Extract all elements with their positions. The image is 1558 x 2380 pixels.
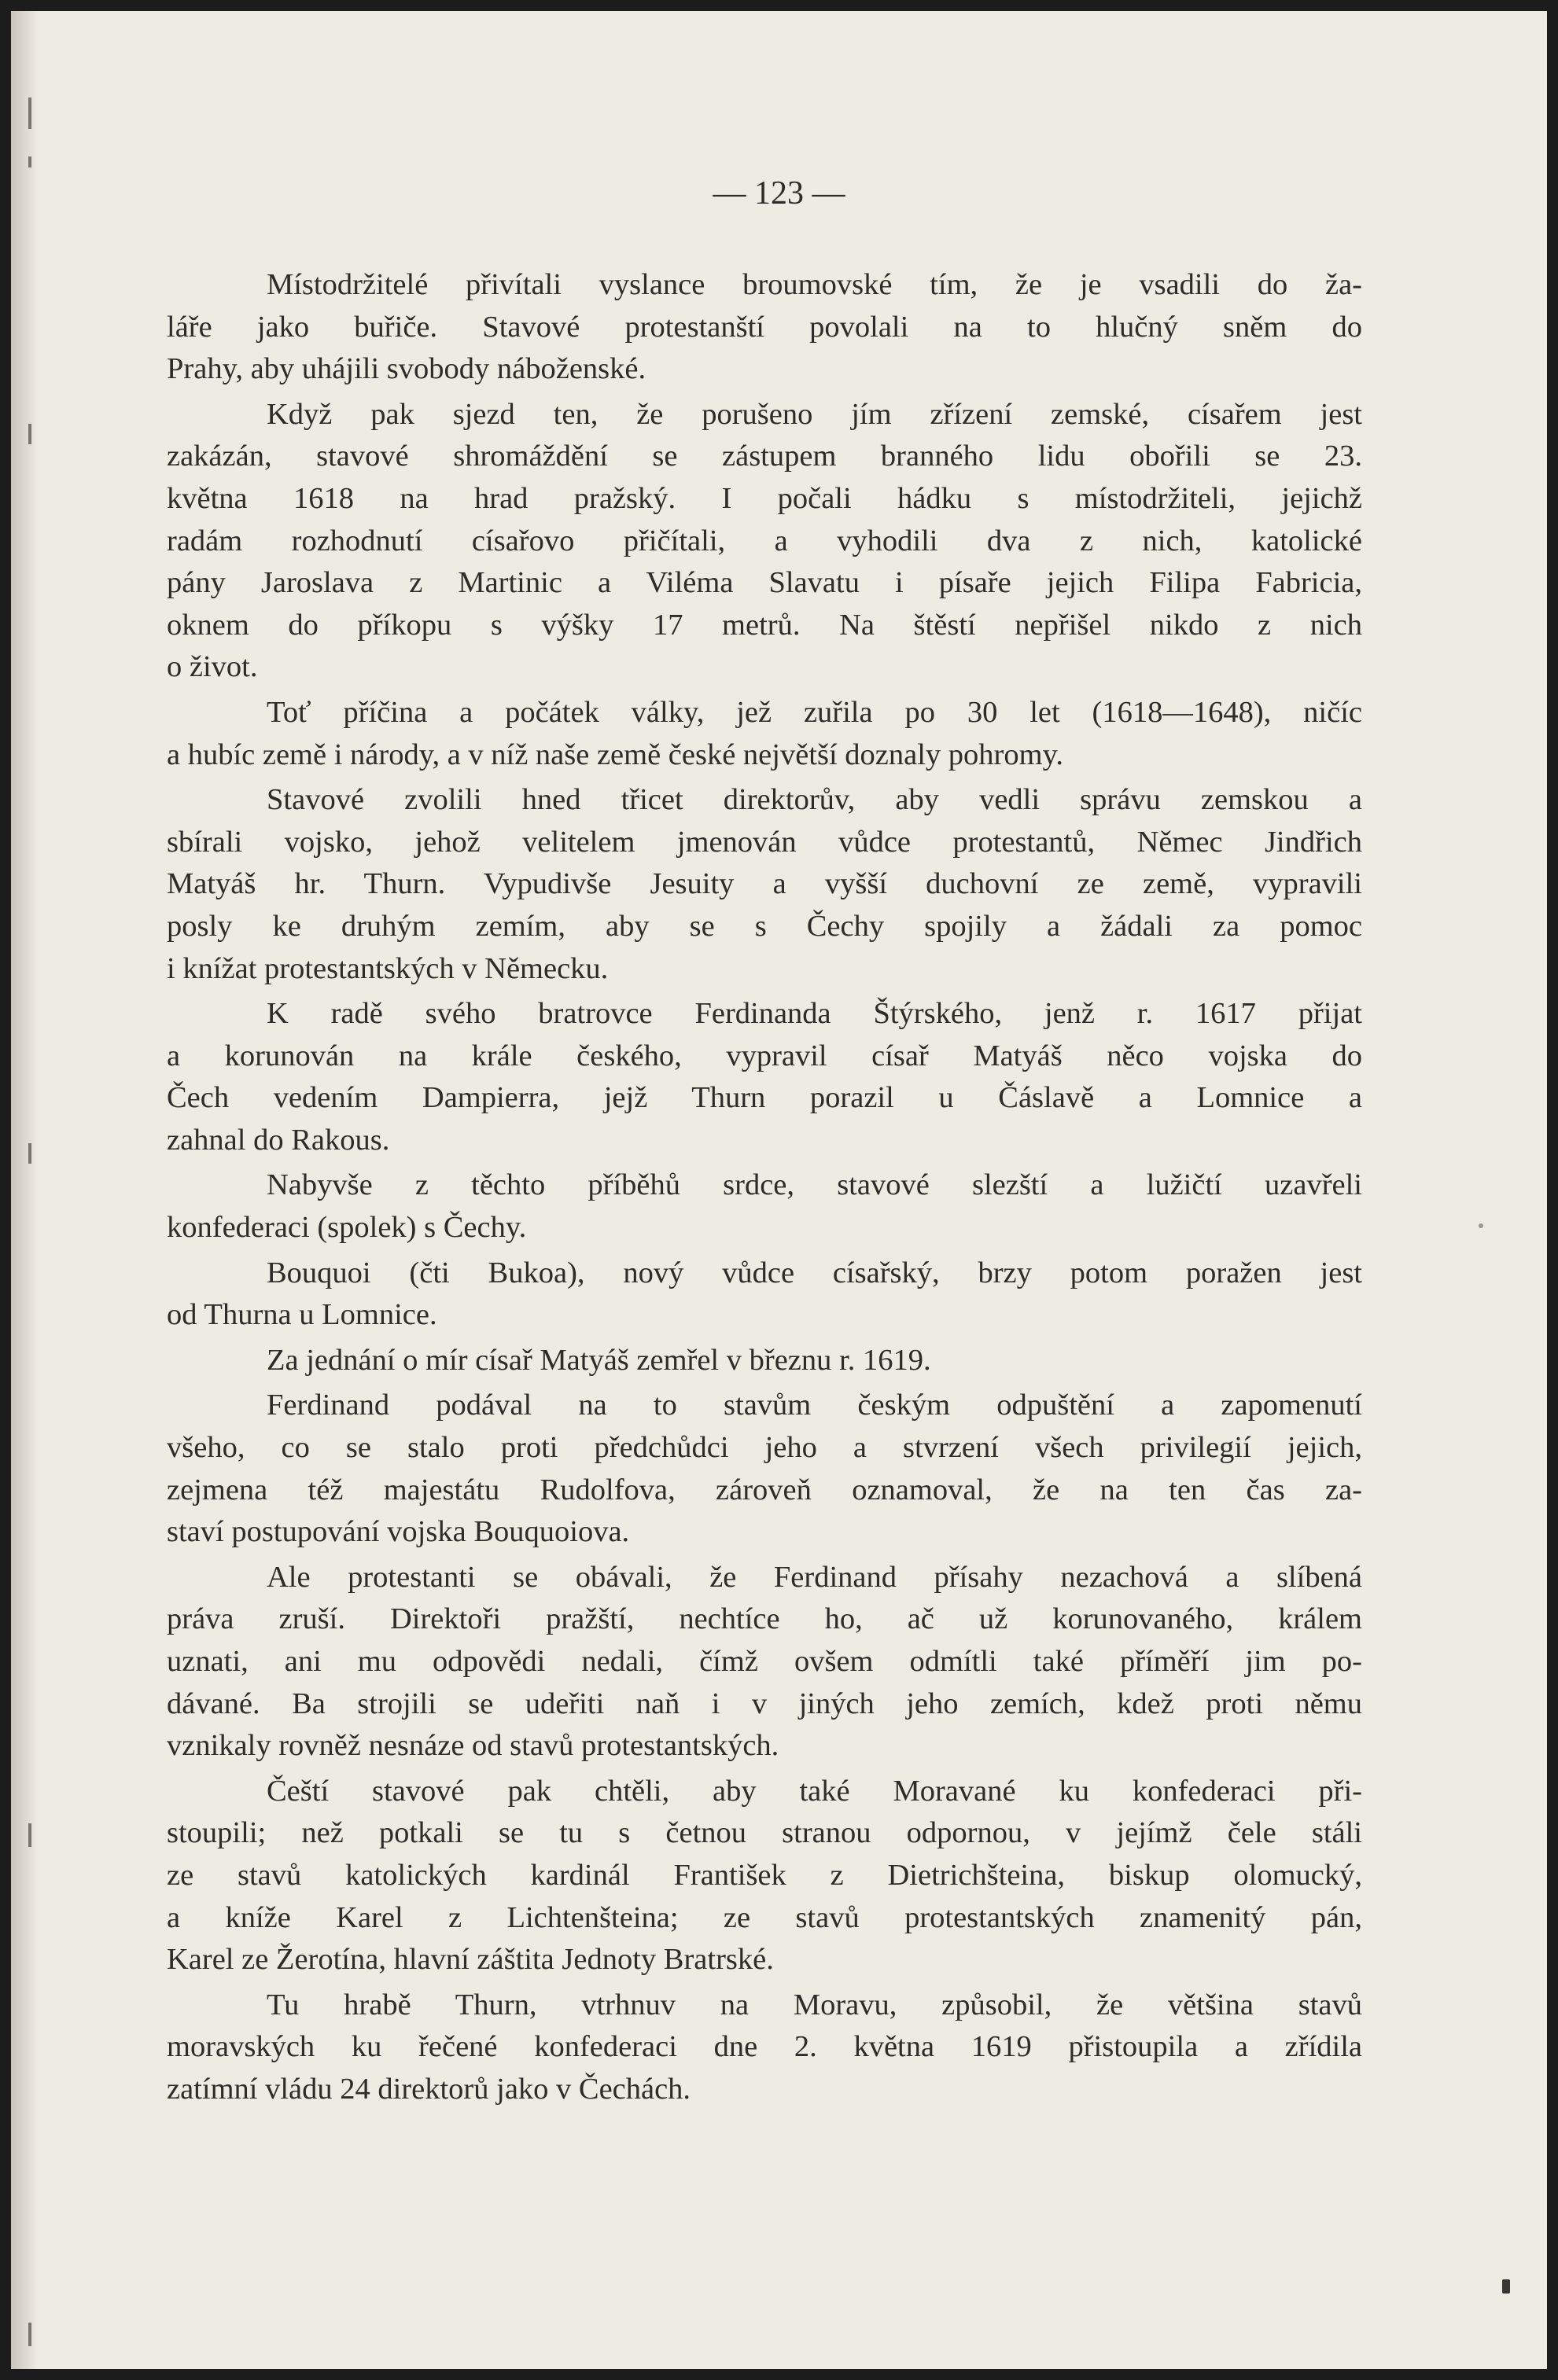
paragraph: [167, 1385, 1362, 1553]
paragraph: [167, 1771, 1362, 1981]
gutter-shadow: [11, 11, 38, 2369]
text-line: Stavové zvolili hned třicet direktorův, aby vedli správu zemskou a: [267, 783, 1362, 817]
text-line: i knížat protestantských v Německu.: [167, 951, 609, 985]
book-page: [11, 11, 1547, 2369]
text-line: Čeští stavové pak chtěli, aby také Moravané ku konfederaci při-: [267, 1774, 1362, 1808]
text-line: Místodržitelé přivítali vyslance broumovské tím, že je vsadili do ža-: [267, 268, 1362, 301]
paragraph: [167, 1557, 1362, 1768]
margin-dot: [1479, 1223, 1483, 1228]
text-line: Bouquoi (čti Bukoa), nový vůdce císařský, brzy potom poražen jest: [267, 1256, 1362, 1289]
text-line: Karel ze Žerotína, hlavní záštita Jednoty Bratrské.: [167, 1943, 774, 1977]
margin-mark: [28, 424, 31, 444]
paragraph: [167, 1253, 1362, 1337]
text-line: od Thurna u Lomnice.: [167, 1298, 437, 1332]
text-line: o život.: [167, 650, 258, 684]
text-line: pány Jaroslava z Martinic a Viléma Slavatu i písaře jejich Filipa Fabricia,: [167, 566, 1362, 600]
paragraph: [167, 1985, 1362, 2111]
text-line: konfederaci (spolek) s Čechy.: [167, 1211, 527, 1245]
text-line: sbírali vojsko, jehož velitelem jmenován vůdce protestantů, Němec Jindřich: [167, 825, 1362, 859]
margin-mark: [28, 1143, 31, 1164]
text-line: práva zruší. Direktoři pražští, nechtíce ho, ač už korunovaného, králem: [167, 1602, 1362, 1636]
text-line: Když pak sjezd ten, že porušeno jím zřízení zemské, císařem jest: [267, 397, 1362, 431]
text-line: Ferdinand podával na to stavům českým odpuštění a zapomenutí: [267, 1389, 1362, 1422]
margin-mark: [28, 97, 31, 129]
text-line: uznati, ani mu odpovědi nedali, čímž ovšem odmítli také příměří jim po-: [167, 1645, 1362, 1678]
margin-mark: [28, 156, 31, 167]
text-line: května 1618 na hrad pražský. I počali hádku s místodržiteli, jejichž: [167, 481, 1362, 515]
text-line: zejmena též majestátu Rudolfova, zároveň oznamoval, že na ten čas za-: [167, 1473, 1362, 1506]
margin-dot: [1502, 2279, 1510, 2294]
text-line: staví postupování vojska Bouquoiova.: [167, 1515, 630, 1549]
text-line: a korunován na krále českého, vypravil císař Matyáš něco vojska do: [167, 1039, 1362, 1072]
text-line: zakázán, stavové shromáždění se zástupem branného lidu obořili se 23.: [167, 440, 1362, 473]
text-line: Nabyvše z těchto příběhů srdce, stavové slezští a lužičtí uzavřeli: [267, 1168, 1362, 1202]
body-text: [167, 264, 1362, 2114]
page-number: — 123 —: [713, 175, 845, 212]
paragraph: [167, 1340, 1362, 1382]
text-line: radám rozhodnutí císařovo přičítali, a vyhodili dva z nich, katolické: [167, 524, 1362, 557]
text-line: posly ke druhým zemím, aby se s Čechy spojily a žádali za pomoc: [167, 909, 1362, 943]
text-line: moravských ku řečené konfederaci dne 2. května 1619 přistoupila a zřídila: [167, 2030, 1362, 2064]
text-line: Matyáš hr. Thurn. Vypudivše Jesuity a vyšší duchovní ze země, vypravili: [167, 867, 1362, 901]
text-line: stoupili; než potkali se tu s četnou stranou odpornou, v jejímž čele stáli: [167, 1816, 1362, 1850]
text-line: láře jako buřiče. Stavové protestanští povolali na to hlučný sněm do: [167, 310, 1362, 344]
margin-mark: [28, 1823, 31, 1847]
text-line: Tu hrabě Thurn, vtrhnuv na Moravu, způsobil, že většina stavů: [267, 1988, 1362, 2021]
text-line: zahnal do Rakous.: [167, 1123, 390, 1157]
text-line: Čech vedením Dampierra, jejž Thurn porazil u Čáslavě a Lomnice a: [167, 1081, 1362, 1115]
text-line: a hubíc země i národy, a v níž naše země české největší doznaly pohromy.: [167, 738, 1063, 771]
margin-mark: [28, 2323, 31, 2346]
text-line: vznikaly rovněž nesnáze od stavů protestantských.: [167, 1729, 779, 1763]
paragraph: [167, 993, 1362, 1161]
text-line: ze stavů katolických kardinál František z Dietrichšteina, biskup olomucký,: [167, 1858, 1362, 1892]
text-line: Ale protestanti se obávali, že Ferdinand přísahy nezachová a slíbená: [267, 1560, 1362, 1594]
text-line: Prahy, aby uhájili svobody náboženské.: [167, 352, 646, 386]
text-line: Za jednání o mír císař Matyáš zemřel v březnu r. 1619.: [267, 1343, 931, 1377]
text-line: oknem do příkopu s výšky 17 metrů. Na štěstí nepřišel nikdo z nich: [167, 608, 1362, 642]
text-line: zatímní vládu 24 direktorů jako v Čechách.: [167, 2072, 691, 2106]
text-line: všeho, co se stalo proti předchůdci jeho a stvrzení všech privilegií jejich,: [167, 1431, 1362, 1465]
text-line: K radě svého bratrovce Ferdinanda Štýrského, jenž r. 1617 přijat: [267, 997, 1362, 1031]
text-line: a kníže Karel z Lichtenšteina; ze stavů protestantských znamenitý pán,: [167, 1900, 1362, 1934]
text-line: dávané. Ba strojili se udeřiti naň i v jiných jeho zemích, kdež proti němu: [167, 1687, 1362, 1720]
text-line: Toť příčina a počátek války, jež zuřila po 30 let (1618—1648), ničíc: [267, 695, 1362, 729]
paragraph: [167, 264, 1362, 391]
paragraph: [167, 692, 1362, 776]
paragraph: [167, 394, 1362, 689]
paragraph: [167, 779, 1362, 990]
paragraph: [167, 1164, 1362, 1249]
